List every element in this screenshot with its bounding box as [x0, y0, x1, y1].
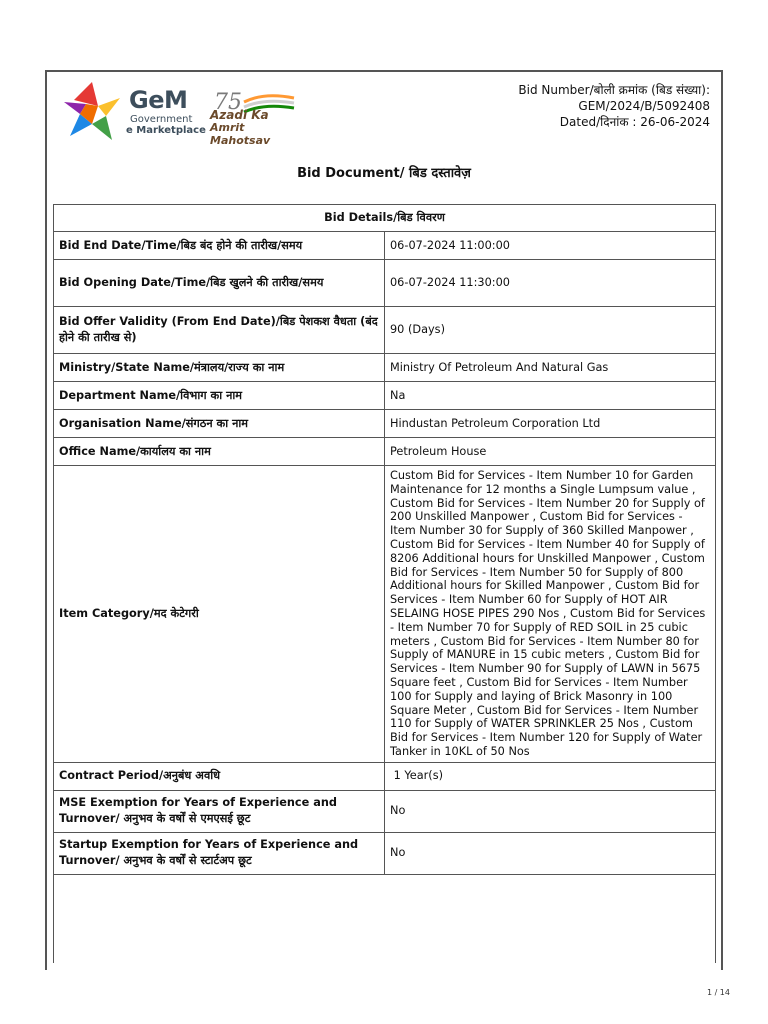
bid-offer-validity-value: 90 (Days): [385, 307, 716, 354]
startup-exemption-label: Startup Exemption for Years of Experience and Turnover/ अनुभव के वर्षों से स्टार्टअप छूट: [54, 832, 385, 874]
gem-logo-text: GeM: [129, 86, 188, 114]
gem-logo-line1: Government: [130, 114, 193, 125]
table-row: [54, 438, 716, 466]
azadi-line2: Amrit Mahotsav: [210, 121, 271, 147]
table-row: [54, 307, 716, 354]
mse-exemption-label: MSE Exemption for Years of Experience and Turnover/ अनुभव के वर्षों से एमएसई छूट: [54, 790, 385, 832]
table-row: [54, 260, 716, 307]
bid-opening-date-label: Bid Opening Date/Time/बिड खुलने की तारीख/समय: [54, 260, 385, 307]
document-title: Bid Document/ बिड दस्तावेज़: [297, 166, 471, 181]
organisation-value: Hindustan Petroleum Corporation Ltd: [385, 410, 716, 438]
item-category-value: Custom Bid for Services - Item Number 10 for Garden Maintenance for 12 months a Single Lumpsum value , Custom Bid for Services - Item Number 20 for Supply of 200 Unskilled Manpower , Custom Bid for Services - Item Number 30 for Supply of 360 Skilled Manpower , Custom Bid for Services - Item Number 40 for Supply of 8206 Additional hours for Unskilled Manpower , Custom Bid for Services - Item Number 50 for Supply of 800 Additional hours for Skilled Manpower , Custom Bid for Services - Item Number 60 for Supply of HOT AIR SELAING HOSE PIPES 290 Nos , Custom Bid for Services - Item Number 70 for Supply of RED SOIL in 25 cubic meters , Custom Bid for Services - Item Number 80 for Supply of MANURE in 15 cubic meters , Custom Bid for Services - Item Number 90 for Supply of LAWN in 5675 Square feet , Custom Bid for Services - Item Number 100 for Supply and laying of Brick Masonry in 100 Square Meter , Custom Bid for Services - Item Number 110 for Supply of WATER SPRINKLER 25 Nos , Custom Bid for Services - Item Number 120 for Supply of Water Tanker in 10KL of 50 Nos: [385, 466, 716, 763]
table-row: [54, 466, 716, 763]
contract-period-label: Contract Period/अनुबंध अवधि: [54, 762, 385, 790]
table-row: [54, 382, 716, 410]
bid-details-table: [53, 204, 716, 875]
startup-exemption-value: No: [385, 832, 716, 874]
dated-value: 26-06-2024: [640, 115, 710, 129]
table-heading-row: [54, 205, 716, 232]
table-row: [54, 832, 716, 874]
azadi-line1: Azadi Ka: [210, 108, 269, 122]
page-number: 1 / 14: [706, 988, 730, 997]
table-row: [54, 762, 716, 790]
bid-opening-date-value: 06-07-2024 11:30:00: [385, 260, 716, 307]
table-row: [54, 410, 716, 438]
gem-logo-line2: e Marketplace: [126, 125, 206, 136]
office-value: Petroleum House: [385, 438, 716, 466]
continuation-box: [53, 874, 716, 963]
dated-line: [410, 114, 710, 130]
table-row: [54, 354, 716, 382]
contract-period-value: 1 Year(s): [385, 762, 716, 790]
azadi-75-text: 75: [214, 90, 242, 115]
table-row: [54, 790, 716, 832]
bid-end-date-value: 06-07-2024 11:00:00: [385, 232, 716, 260]
mse-exemption-value: No: [385, 790, 716, 832]
department-label: Department Name/विभाग का नाम: [54, 382, 385, 410]
department-value: Na: [385, 382, 716, 410]
bid-number: GEM/2024/B/5092408: [578, 99, 710, 113]
bid-end-date-label: Bid End Date/Time/बिड बंद होने की तारीख/समय: [54, 232, 385, 260]
table-row: [54, 232, 716, 260]
ministry-value: Ministry Of Petroleum And Natural Gas: [385, 354, 716, 382]
ministry-label: Ministry/State Name/मंत्रालय/राज्य का नाम: [54, 354, 385, 382]
table-heading: Bid Details/बिड विवरण: [54, 205, 716, 232]
bid-header: [410, 82, 710, 130]
bid-offer-validity-label: Bid Offer Validity (From End Date)/बिड पेशकश वैधता (बंद होने की तारीख से): [54, 307, 385, 354]
bid-number-label: Bid Number/बोली क्रमांक (बिड संख्या):: [518, 83, 710, 97]
dated-label: Dated/दिनांक :: [559, 115, 641, 129]
organisation-label: Organisation Name/संगठन का नाम: [54, 410, 385, 438]
azadi-ka-amrit-mahotsav-logo: [208, 90, 308, 147]
item-category-label: Item Category/मद केटेगरी: [54, 466, 385, 763]
office-label: Office Name/कार्यालय का नाम: [54, 438, 385, 466]
gem-logo-icon: [62, 80, 122, 142]
